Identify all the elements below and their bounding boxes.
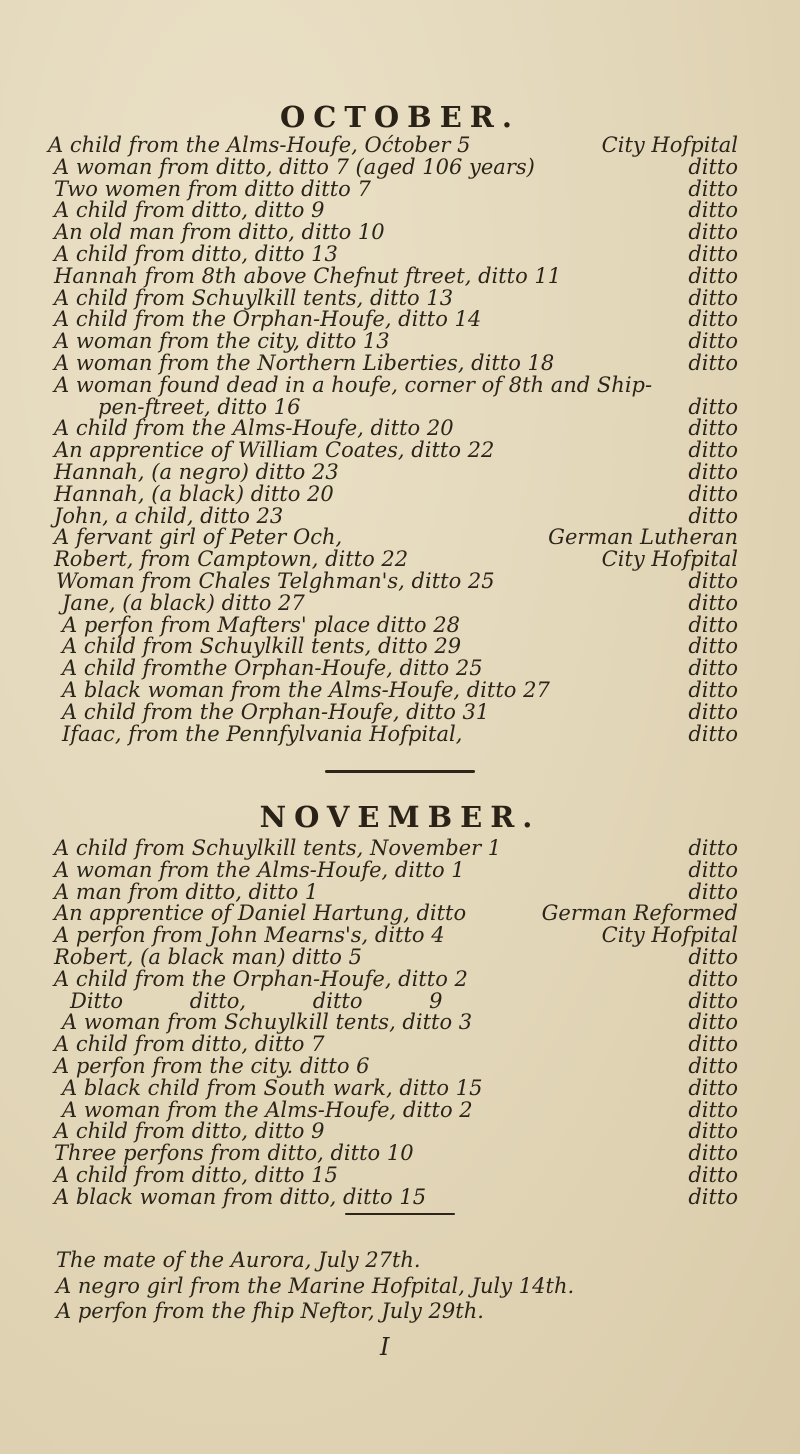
entry-row (0, 350, 800, 375)
entry-row (0, 1053, 800, 1078)
entry-description: A child from ditto, ditto 15 (54, 1162, 338, 1187)
entry-row (0, 1012, 800, 1034)
entry-row (0, 503, 800, 528)
entry-description: A perfon from the city. ditto 6 (54, 1053, 370, 1078)
entry-row (0, 285, 800, 310)
entry-location: ditto (688, 394, 738, 419)
entry-location: ditto (688, 1119, 738, 1144)
entry-location: ditto (688, 1010, 738, 1035)
entry-row (0, 857, 800, 882)
entry-description: A child from ditto, ditto 7 (54, 1032, 325, 1057)
entry-location: ditto (688, 438, 738, 463)
entry-location: ditto (688, 634, 738, 659)
entry-row (0, 263, 800, 288)
entry-description: A woman from the Alms-Houfe, ditto 1 (54, 857, 465, 882)
entry-row (0, 1184, 800, 1209)
signature-mark: I (380, 1333, 390, 1361)
entry-location: German Lutheran (548, 525, 738, 550)
entry-row (0, 1143, 800, 1165)
entry-row (0, 418, 800, 440)
entry-location: ditto (688, 721, 738, 746)
entry-location: ditto (688, 590, 738, 615)
entry-description: Hannah, (a black) ditto 20 (54, 481, 334, 506)
entry-location: ditto (688, 857, 738, 882)
entry-description: A child from Schuylkill tents, ditto 29 (62, 634, 462, 659)
entry-location: ditto (688, 656, 738, 681)
entry-location: ditto (688, 307, 738, 332)
entry-location: ditto (688, 1141, 738, 1166)
entry-location: City Hofpital (601, 133, 738, 157)
entry-location: ditto (688, 198, 738, 223)
entry-description: A woman from the Northern Liberties, ditto 18 (54, 350, 555, 375)
entry-row (0, 988, 800, 1013)
entry-row (0, 903, 800, 925)
entry-description: An old man from ditto, ditto 10 (54, 220, 385, 245)
entry-location: ditto (688, 988, 738, 1013)
entry-row (0, 1162, 800, 1187)
entry-description: Woman from Chales Telghman's, ditto 25 (56, 568, 495, 593)
entry-location: ditto (688, 1075, 738, 1100)
entry-description: Robert, from Camptown, ditto 22 (54, 547, 409, 572)
entry-description: A child from Schuylkill tents, November 1 (54, 836, 502, 860)
entry-description: Hannah from 8th above Chefnut ftreet, ditto 11 (54, 263, 562, 288)
entry-row (0, 154, 800, 179)
entry-description: A child from the Alms-Houfe, Oćtober 5 (48, 133, 471, 157)
entry-description: A woman from ditto, ditto 7 (aged 106 years) (54, 154, 535, 179)
entry-location: City Hofpital (601, 547, 738, 572)
november-entries (0, 838, 800, 1209)
entry-location: ditto (688, 350, 738, 375)
entry-description: A perfon from John Mearns's, ditto 4 (54, 923, 445, 948)
entry-description: A child from ditto, ditto 9 (54, 198, 325, 223)
entry-description: A child from the Orphan-Houfe, ditto 31 (62, 699, 490, 724)
entry-location: ditto (688, 220, 738, 245)
entry-row (0, 459, 800, 484)
entry-row (0, 309, 800, 331)
entry-location: ditto (688, 944, 738, 969)
entry-row (0, 636, 800, 658)
entry-description: A woman from the Alms-Houfe, ditto 2 (62, 1097, 473, 1122)
entry-location: ditto (688, 241, 738, 266)
entry-row (0, 568, 800, 593)
entry-row (0, 549, 800, 571)
entry-location: ditto (688, 481, 738, 506)
entry-location: ditto (688, 677, 738, 702)
entry-row (0, 481, 800, 506)
entry-location: ditto (688, 416, 738, 441)
entry-row (0, 331, 800, 353)
entry-description: A fervant girl of Peter Och, (54, 525, 343, 550)
entry-row (0, 612, 800, 637)
entry-row (0, 394, 800, 419)
entry-description: John, a child, ditto 23 (54, 503, 284, 528)
entry-description: A woman from the city, ditto 13 (54, 329, 390, 354)
entry-location: ditto (688, 699, 738, 724)
note-line: The mate of the Aurora, July 27th. (56, 1248, 421, 1272)
entry-location: ditto (688, 285, 738, 310)
entry-row (0, 721, 800, 746)
entry-description: Robert, (a black man) ditto 5 (54, 944, 362, 969)
entry-description: Ifaac, from the Pennfylvania Hofpital, (62, 721, 463, 746)
entry-description: A child from the Orphan-Houfe, ditto 2 (54, 966, 468, 991)
entry-row (0, 200, 800, 222)
entry-row (0, 222, 800, 244)
entry-row (0, 966, 800, 991)
entry-location: German Reformed (541, 901, 738, 926)
entry-row (0, 1121, 800, 1143)
entry-location: ditto (688, 154, 738, 179)
entry-description: An apprentice of William Coates, ditto 22 (54, 438, 495, 463)
entry-description: A black child from South wark, ditto 15 (62, 1075, 483, 1100)
entry-row (0, 1075, 800, 1100)
entry-location: ditto (688, 1184, 738, 1209)
entry-description: A black woman from ditto, ditto 15 (54, 1184, 427, 1209)
entry-row (0, 241, 800, 266)
section-divider-2 (345, 1213, 455, 1215)
entry-description: A child from ditto, ditto 9 (54, 1119, 325, 1144)
october-entries (0, 135, 800, 745)
entry-description: A black woman from the Alms-Houfe, ditto 27 (62, 677, 550, 702)
entry-description: A child from the Alms-Houfe, ditto 20 (54, 416, 454, 441)
entry-row (0, 527, 800, 549)
entry-location: ditto (688, 263, 738, 288)
entry-row (0, 699, 800, 724)
entry-location: ditto (688, 1032, 738, 1057)
entry-description: Jane, (a black) ditto 27 (62, 590, 305, 615)
entry-description: An apprentice of Daniel Hartung, ditto (54, 901, 467, 926)
entry-description: A perfon from Mafters' place ditto 28 (62, 612, 460, 637)
entry-row (0, 944, 800, 969)
section-divider (325, 770, 475, 773)
entry-row (0, 677, 800, 702)
entry-description: A child fromthe Orphan-Houfe, ditto 25 (62, 656, 483, 681)
entry-description: Three perfons from ditto, ditto 10 (54, 1141, 414, 1166)
entry-row (0, 1097, 800, 1122)
entry-description: A woman from Schuylkill tents, ditto 3 (62, 1010, 473, 1035)
entry-description: Hannah, (a negro) ditto 23 (54, 459, 339, 484)
note-line: A perfon from the fhip Neftor, July 29th. (56, 1299, 484, 1323)
entry-row (0, 658, 800, 680)
note-line: A negro girl from the Marine Hofpital, July 14th. (56, 1274, 575, 1298)
entry-row (0, 176, 800, 201)
entry-location: ditto (688, 879, 738, 904)
entry-location: ditto (688, 1053, 738, 1078)
entry-description: A woman found dead in a houfe, corner of 8th and Ship- (54, 372, 653, 397)
entry-location: ditto (688, 459, 738, 484)
entry-row (0, 440, 800, 462)
entry-row (0, 879, 800, 904)
entry-description: Ditto ditto, ditto 9 (70, 988, 443, 1013)
entry-location: ditto (688, 568, 738, 593)
entry-row (0, 135, 800, 157)
entry-location: City Hofpital (601, 923, 738, 948)
entry-row (0, 590, 800, 615)
entry-row (0, 925, 800, 947)
entry-row (0, 372, 800, 397)
entry-location: ditto (688, 503, 738, 528)
entry-row (0, 1034, 800, 1056)
entry-location: ditto (688, 612, 738, 637)
entry-location: ditto (688, 1097, 738, 1122)
entry-description: A child from the Orphan-Houfe, ditto 14 (54, 307, 482, 332)
entry-description: A child from Schuylkill tents, ditto 13 (54, 285, 454, 310)
entry-location: ditto (688, 1162, 738, 1187)
november-heading: NOVEMBER. (259, 800, 541, 834)
entry-description: pen-ftreet, ditto 16 (98, 394, 301, 419)
entry-description: A man from ditto, ditto 1 (54, 879, 319, 904)
entry-description: Two women from ditto ditto 7 (54, 176, 371, 201)
entry-description: A child from ditto, ditto 13 (54, 241, 338, 266)
entry-location: ditto (688, 329, 738, 354)
october-heading: OCTOBER. (280, 100, 520, 134)
entry-location: ditto (688, 966, 738, 991)
entry-location: ditto (688, 176, 738, 201)
entry-location: ditto (688, 836, 738, 860)
entry-row (0, 838, 800, 860)
